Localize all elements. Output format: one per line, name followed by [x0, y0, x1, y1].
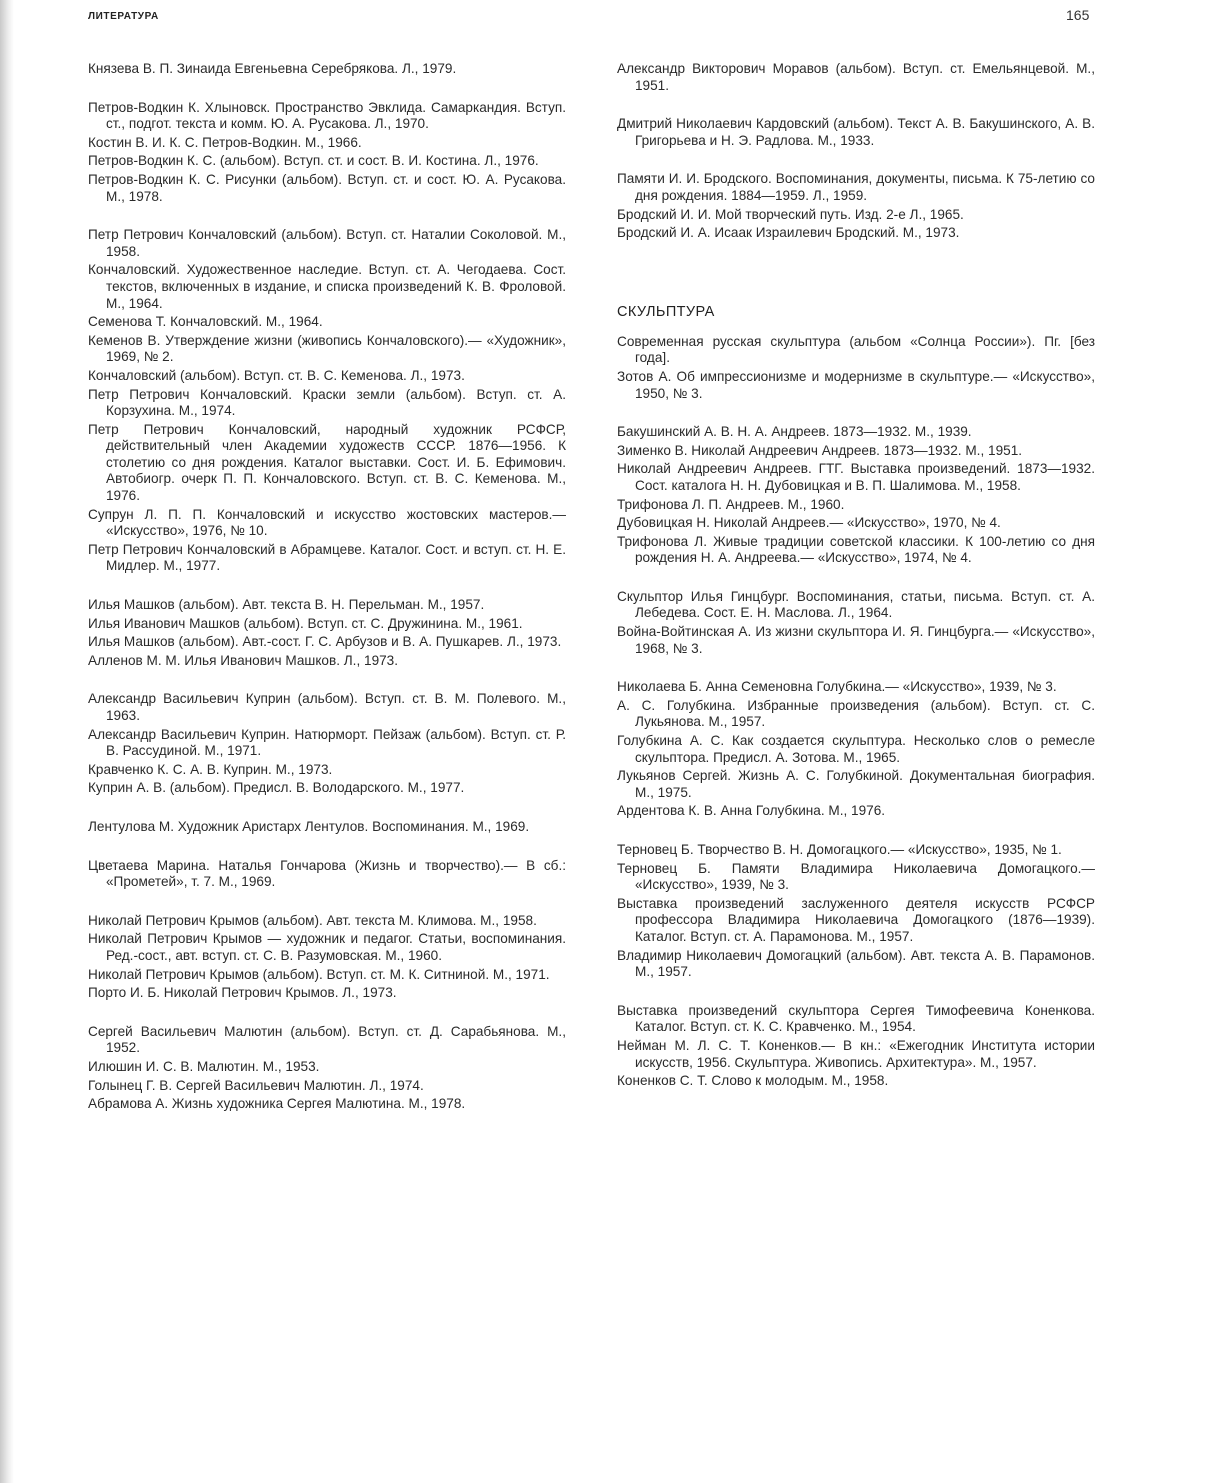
bibliography-entry: Выставка произведений скульптора Сергея Тимофеевича Коненкова. Каталог. Вступ. ст. К. С. Кравченко. М., 1954. — [617, 1002, 1095, 1035]
bibliography-entry: Кончаловский. Художественное наследие. Вступ. ст. А. Чегодаева. Сост. текстов, включенных в издание, и списка произведений К. В. Фроловой. М., 1964. — [88, 262, 566, 311]
bibliography-entry: Зименко В. Николай Андреевич Андреев. 1873—1932. М., 1951. — [617, 442, 1023, 458]
entry-group — [617, 1003, 1095, 1090]
bibliography-entry: Цветаева Марина. Наталья Гончарова (Жизнь и творчество).— В сб.: «Прометей», т. 7. М., 1969. — [88, 857, 566, 890]
bibliography-entry: Терновец Б. Памяти Владимира Николаевича Домогацкого.— «Искусство», 1939, № 3. — [617, 860, 1095, 893]
entry-group — [617, 61, 1095, 94]
bibliography-entry: Лукьянов Сергей. Жизнь А. С. Голубкиной. Документальная биография. М., 1975. — [617, 768, 1095, 800]
bibliography-entry: Куприн А. В. (альбом). Предисл. В. Володарского. М., 1977. — [88, 780, 465, 796]
left-column — [88, 61, 566, 1135]
bibliography-entry: Супрун Л. П. П. Кончаловский и искусство жостовских мастеров.— «Искусство», 1976, № 10. — [88, 506, 566, 539]
bibliography-entry: Терновец Б. Творчество В. Н. Домогацкого.— «Искусство», 1935, № 1. — [617, 842, 1062, 857]
entry-group — [617, 171, 1095, 241]
bibliography-entry: Семенова Т. Кончаловский. М., 1964. — [88, 314, 323, 330]
bibliography-entry: Петр Петрович Кончаловский, народный художник РСФСР, действительный член Академии художеств СССР. 1876—1956. К столетию со дня рождения. Каталог выставки. Сост. И. Б. Ефимович. Автобиогр. очерк П. П. Кончаловского. Вступ. ст. В. С. Кеменова. М., 1976. — [88, 421, 566, 504]
entry-group — [617, 589, 1095, 657]
running-title: ЛИТЕРАТУРА — [88, 11, 159, 22]
bibliography-entry: Трифонова Л. П. Андреев. М., 1960. — [617, 496, 845, 512]
bibliography-entry: Сергей Васильевич Малютин (альбом). Вступ. ст. Д. Сарабьянова. М., 1952. — [88, 1023, 566, 1056]
entry-group — [88, 691, 566, 797]
bibliography-entry: Зотов А. Об импрессионизме и модернизме в скульптуре.— «Искусство», 1950, № 3. — [617, 368, 1095, 401]
bibliography-entry: Александр Викторович Моравов (альбом). Вступ. ст. Емельянцевой. М., 1951. — [617, 61, 1095, 93]
bibliography-entry: Николаева Б. Анна Семеновна Голубкина.— «Искусство», 1939, № 3. — [617, 679, 1057, 695]
bibliography-entry: Скульптор Илья Гинцбург. Воспоминания, статьи, письма. Вступ. ст. А. Лебедева. Сост. Е. Н. Маслова. Л., 1964. — [617, 588, 1095, 621]
entry-group — [617, 842, 1095, 981]
bibliography-entry: Николай Андреевич Андреев. ГТГ. Выставка произведений. 1873—1932. Сост. каталога Н. Н. Дубовицкая и В. П. Шалимова. М., 1958. — [617, 461, 1095, 493]
bibliography-entry: Война-Войтинская А. Из жизни скульптора И. Я. Гинцбурга.— «Искусство», 1968, № 3. — [617, 624, 1095, 656]
bibliography-entry: Кравченко К. С. А. В. Куприн. М., 1973. — [88, 761, 333, 777]
bibliography-entry: Петров-Водкин К. С. (альбом). Вступ. ст. и сост. В. И. Костина. Л., 1976. — [88, 153, 539, 169]
bibliography-entry: Илья Машков (альбом). Авт.-сост. Г. С. Арбузов и В. А. Пушкарев. Л., 1973. — [88, 634, 562, 650]
entry-group — [88, 100, 566, 206]
bibliography-entry: Бродский И. И. Мой творческий путь. Изд. 2-е Л., 1965. — [617, 206, 964, 222]
bibliography-entry: Дмитрий Николаевич Кардовский (альбом). Текст А. В. Бакушинского, А. В. Григорьева и Н. Э. Радлова. М., 1933. — [617, 116, 1095, 148]
entry-group — [88, 61, 566, 78]
bibliography-entry: Ардентова К. В. Анна Голубкина. М., 1976. — [617, 803, 886, 819]
bibliography-entry: Николай Петрович Крымов (альбом). Вступ. ст. М. К. Ситниной. М., 1971. — [88, 966, 550, 982]
bibliography-entry: Костин В. И. К. С. Петров-Водкин. М., 1966. — [88, 134, 362, 150]
bibliography-entry: Современная русская скульптура (альбом «Солнца России»). Пг. [без года]. — [617, 333, 1095, 366]
bibliography-entry: Лентулова М. Художник Аристарх Лентулов. Воспоминания. М., 1969. — [88, 818, 530, 834]
section-title: СКУЛЬПТУРА — [617, 303, 715, 320]
entry-group — [88, 227, 566, 575]
bibliography-entry: Голубкина А. С. Как создается скульптура. Несколько слов о ремесле скульптора. Предисл. А. Зотова. М., 1965. — [617, 733, 1095, 765]
bibliography-entry: Бродский И. А. Исаак Израилевич Бродский. М., 1973. — [617, 225, 960, 241]
bibliography-entry: Памяти И. И. Бродского. Воспоминания, документы, письма. К 75-летию со дня рождения. 1884—1959. Л., 1959. — [617, 171, 1095, 203]
entry-group — [88, 597, 566, 669]
bibliography-entry: Илюшин И. С. В. Малютин. М., 1953. — [88, 1058, 320, 1074]
entry-group — [617, 116, 1095, 149]
bibliography-entry: Петров-Водкин К. Хлыновск. Пространство Эвклида. Самаркандия. Вступ. ст., подгот. текста и комм. Ю. А. Русакова. Л., 1970. — [88, 99, 566, 132]
bibliography-entry: Петр Петрович Кончаловский. Краски земли (альбом). Вступ. ст. А. Корзухина. М., 1974. — [88, 386, 566, 419]
bibliography-entry: Трифонова Л. Живые традиции советской классики. К 100-летию со дня рождения Н. А. Андреева.— «Искусство», 1974, № 4. — [617, 533, 1095, 566]
entry-group — [617, 334, 1095, 402]
bibliography-entry: Бакушинский А. В. Н. А. Андреев. 1873—1932. М., 1939. — [617, 424, 972, 440]
bibliography-entry: Александр Васильевич Куприн. Натюрморт. Пейзаж (альбом). Вступ. ст. Р. В. Рассудиной. М., 1971. — [88, 726, 566, 759]
entry-group — [617, 424, 1095, 567]
bibliography-entry: Петр Петрович Кончаловский (альбом). Вступ. ст. Наталии Соколовой. М., 1958. — [88, 227, 566, 259]
entry-group — [617, 679, 1095, 820]
entry-group — [88, 858, 566, 891]
bibliography-entry: Нейман М. Л. С. Т. Коненков.— В кн.: «Ежегодник Института истории искусств, 1956. Скульптура. Живопись. Архитектура». М., 1957. — [617, 1037, 1095, 1070]
bibliography-entry: Николай Петрович Крымов (альбом). Авт. текста М. Климова. М., 1958. — [88, 912, 537, 928]
bibliography-entry: Илья Машков (альбом). Авт. текста В. Н. Перельман. М., 1957. — [88, 597, 485, 613]
bibliography-entry: Владимир Николаевич Домогацкий (альбом). Авт. текста А. В. Парамонов. М., 1957. — [617, 947, 1095, 980]
right-column — [617, 61, 1095, 1112]
bibliography-entry: Николай Петрович Крымов — художник и педагог. Статьи, воспоминания. Ред.-сост., авт. вступ. ст. С. В. Разумовская. М., 1960. — [88, 931, 566, 963]
sculpture-section — [617, 334, 1095, 1090]
bibliography-entry: А. С. Голубкина. Избранные произведения (альбом). Вступ. ст. С. Лукьянова. М., 1957. — [617, 697, 1095, 730]
entry-group — [88, 819, 566, 836]
bibliography-entry: Кеменов В. Утверждение жизни (живопись Кончаловского).— «Художник», 1969, № 2. — [88, 332, 566, 365]
page-edge-shadow — [0, 0, 14, 1483]
bibliography-entry: Абрамова А. Жизнь художника Сергея Малютина. М., 1978. — [88, 1096, 466, 1112]
bibliography-entry: Петров-Водкин К. С. Рисунки (альбом). Вступ. ст. и сост. Ю. А. Русакова. М., 1978. — [88, 171, 566, 204]
entry-group — [88, 913, 566, 1002]
bibliography-entry: Князева В. П. Зинаида Евгеньевна Серебрякова. Л., 1979. — [88, 61, 457, 76]
bibliography-entry: Александр Васильевич Куприн (альбом). Вступ. ст. В. М. Полевого. М., 1963. — [88, 691, 566, 723]
bibliography-entry: Выставка произведений заслуженного деятеля искусств РСФСР профессора Владимира Николаевича Домогацкого (1876—1939). Каталог. Вступ. ст. А. Парамонова. М., 1957. — [617, 895, 1095, 944]
bibliography-entry: Илья Иванович Машков (альбом). Вступ. ст. С. Дружинина. М., 1961. — [88, 615, 523, 631]
bibliography-entry: Коненков С. Т. Слово к молодым. М., 1958. — [617, 1073, 889, 1089]
bibliography-entry: Кончаловский (альбом). Вступ. ст. В. С. Кеменова. Л., 1973. — [88, 367, 465, 383]
bibliography-entry: Порто И. Б. Николай Петрович Крымов. Л., 1973. — [88, 985, 397, 1001]
bibliography-entry: Алленов М. М. Илья Иванович Машков. Л., 1973. — [88, 652, 399, 668]
bibliography-entry: Петр Петрович Кончаловский в Абрамцеве. Каталог. Сост. и вступ. ст. Н. Е. Мидлер. М., 1977. — [88, 541, 566, 574]
bibliography-entry: Голынец Г. В. Сергей Васильевич Малютин. Л., 1974. — [88, 1077, 424, 1093]
right-column-top — [617, 61, 1095, 242]
entry-group — [88, 1024, 566, 1113]
page-number: 165 — [1066, 7, 1090, 23]
bibliography-entry: Дубовицкая Н. Николай Андреев.— «Искусство», 1970, № 4. — [617, 515, 1001, 531]
